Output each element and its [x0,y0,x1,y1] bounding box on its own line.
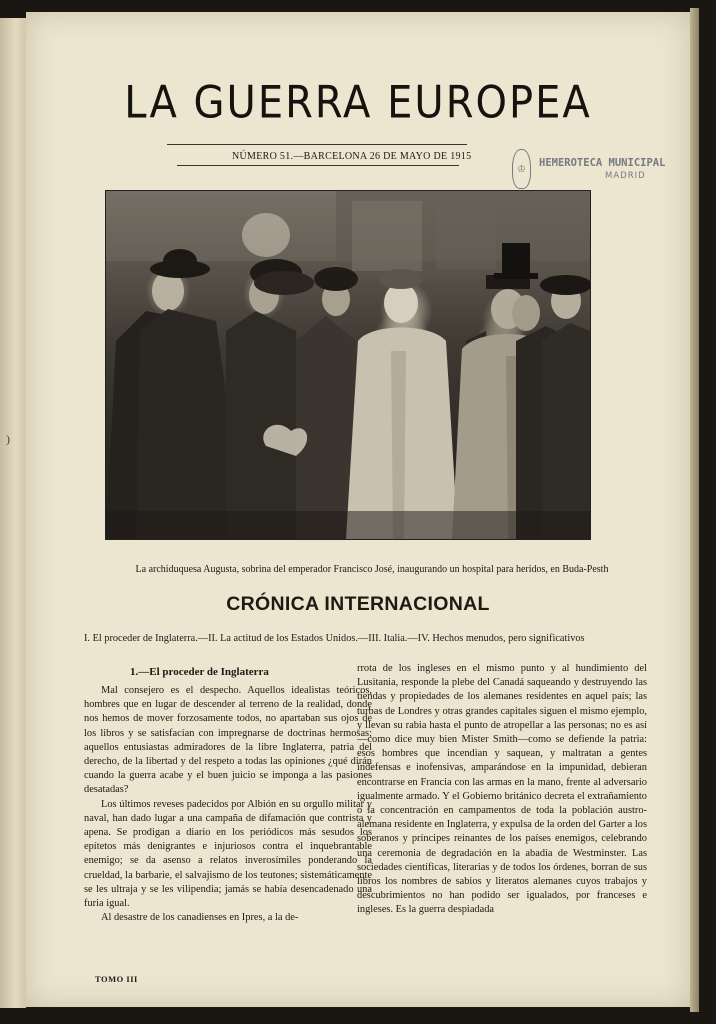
stamp-line-1: HEMEROTECA MUNICIPAL [539,157,666,169]
library-stamp [510,147,680,195]
margin-mark: ) [6,432,10,446]
photograph-crowd-icon [106,191,590,539]
article-paragraph: rrota de los ingleses en el mismo punto y al hundimiento del Lusitania, responde la plebe del Canadá saqueando y destruyendo las tiendas y propiedades de los alemanes residentes en aquel país; las turbas de Londres y otras grandes capitales siguen el mismo ejemplo, y llevan su rabia hasta el punto de atropellar a las personas; no es así—como dice muy bien Mister Smith—como se defiende la patria: esos hombres que incendian y saquean, y maltratan a gentes indefensas e inofensivas, amparándose en la impunidad, debieran encontrarse en Francia con las armas en la mano, frente al adversario igualmente armado. Y el Gobierno británico decreta el extrañamiento o la concentración en campamentos de toda la población austro-alemana residente en Inglaterra, y expulsa de la orden del Garter a los soberanos y príncipes reinantes de los países enemigos, celebrando una ceremonia de degradación en la abadía de Westminster. Las sociedades científicas, literarias y de todos los órdenes, borran de sus libros los nombres de sabios y literatos alemanes cuyos trabajos y descubrimientos no han podido ser igualados, por franceses e ingleses. Es la guerra despiadada [357,663,647,916]
newspaper-page [26,12,690,1007]
article-column-left [84,684,372,925]
page-binding-edge [690,8,699,1012]
issue-line: NÚMERO 51.—BARCELONA 26 DE MAYO DE 1915 [232,151,472,162]
news-photograph [105,190,591,540]
photo-caption: La archiduquesa Augusta, sobrina del emperador Francisco José, inaugurando un hospital para heridos, en Buda-Pesth [135,564,609,575]
masthead-rule-top [167,144,467,145]
masthead-rule-bottom [177,165,459,166]
article-column-right [357,662,647,918]
previous-page-edge [0,18,26,1008]
masthead-title: LA GUERRA EUROPEA [124,77,592,129]
section-title: CRÓNICA INTERNACIONAL [226,593,490,615]
article-paragraph: Los últimos reveses padecidos por Albión en su orgullo militar y naval, han dado lugar a una campaña de difamación que contrista y apena. Se prodigan a diario en los periódicos más sesudos los epítetos más denigrantes e injuriosos contra el inquebrantable enemigo; se da asenso a relatos inverosímiles ponderando la crueldad, la barbarie, el salvajismo de los teutones; sistemáticamente se les ultraja y se les vilipendia; jamás se había desencadenado una furia igual. [84,798,372,910]
crest-icon: ♔ [512,149,531,189]
article-paragraph: Mal consejero es el despecho. Aquellos idealistas teóricos, hombres que en lugar de descender al terreno de la realidad, donde nos hemos de mover forzosamente todos, no apartaban sus ojos de los libros y se satisfacían con impregnarse de doctrinas hermosas; aquellos entusiastas admiradores de la libre Inglaterra, patria del derecho, de la libertad y del respeto a todas las opiniones ¿qué dirán cuando la guerra acabe y el buen juicio se imponga a las pasiones desatadas? [84,685,372,796]
section-summary: I. El proceder de Inglaterra.—II. La actitud de los Estados Unidos.—III. Italia.—IV. Hechos menudos, pero significativos [84,633,585,644]
stamp-line-2: MADRID [605,171,646,181]
article-subhead: 1.—El proceder de Inglaterra [130,666,269,678]
article-paragraph: Al desastre de los canadienses en Ipres, a la de- [101,912,299,924]
volume-footer: TOMO III [95,974,138,984]
